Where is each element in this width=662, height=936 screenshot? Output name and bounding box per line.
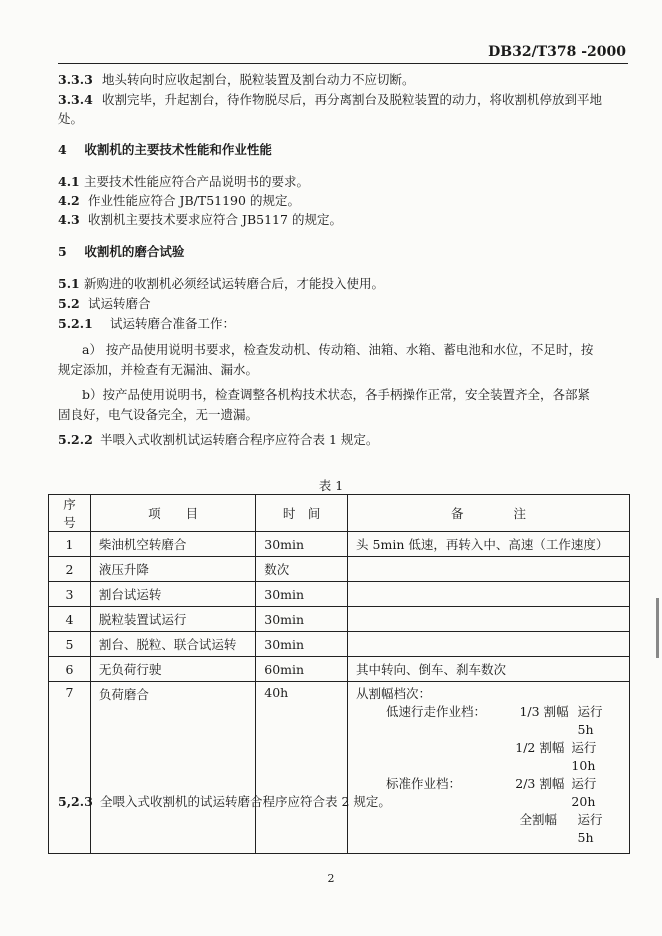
cell-item: 无负荷行驶	[90, 657, 255, 682]
schedule-row	[356, 811, 621, 847]
clause-number: 3.3.3	[58, 72, 93, 87]
item-b-line1: b）按产品使用说明书，检查调整各机构技术状态，各手柄操作正常，安全装置齐全，各部紧	[82, 387, 591, 402]
schedule-mode: 低速行走作业档：	[386, 704, 487, 719]
scan-edge-mark	[656, 598, 659, 658]
clause-5-2-3	[58, 792, 391, 811]
clause-text: 收割完毕，升起割台，待作物脱尽后，再分离割台及脱粒装置的动力，将收割机停放到平地	[101, 92, 602, 107]
item-a-line2: 规定添加，并检查有无漏油、漏水。	[58, 362, 259, 377]
cell-time: 30min	[256, 632, 348, 657]
clause-number: 5.1	[58, 276, 80, 291]
table-row	[49, 582, 630, 607]
clause-5-2-2	[58, 430, 378, 449]
clause-number: 4.2	[58, 193, 80, 208]
schedule-width: 1/3 割幅	[519, 704, 569, 719]
clause-3-3-4-cont: 处。	[58, 111, 84, 126]
clause-number: 5,2.3	[58, 794, 93, 809]
clause-number: 5.2.2	[58, 432, 93, 447]
table-1-caption: 表 1	[318, 478, 344, 493]
clause-text: 全喂入式收割机的试运转磨合程序应符合表 2 规定。	[99, 794, 391, 809]
clause-number: 4.1	[58, 174, 80, 189]
cell-item: 液压升降	[90, 557, 255, 582]
table-row	[49, 657, 630, 682]
table-row	[49, 532, 630, 557]
schedule-run: 运行 5h	[577, 812, 603, 845]
cell-no: 7	[49, 682, 91, 854]
schedule-width: 全割幅	[519, 812, 557, 827]
clause-text: 新购进的收割机必须经试运转磨合后，才能投入使用。	[83, 276, 384, 291]
schedule-run: 运行 20h	[571, 776, 597, 809]
clause-number: 4.3	[58, 212, 80, 227]
clause-4-2	[58, 191, 300, 210]
schedule-width: 2/3 割幅	[515, 776, 565, 791]
cell-time: 30min	[256, 532, 348, 557]
cell-item: 割台试运转	[90, 582, 255, 607]
clause-3-3-4	[58, 90, 602, 109]
cell-note	[348, 582, 630, 607]
cell-note	[348, 607, 630, 632]
cell-time: 数次	[256, 557, 348, 582]
clause-number: 5.2.1	[58, 316, 93, 331]
clause-text: 地头转向时应收起割台，脱粒装置及割台动力不应切断。	[101, 72, 415, 87]
table-row	[49, 632, 630, 657]
cell-item: 脱粒装置试运行	[90, 607, 255, 632]
schedule-mode	[356, 811, 519, 847]
schedule-mode	[356, 739, 515, 775]
clause-text: 作业性能应符合 JB/T51190 的规定。	[87, 193, 300, 208]
cell-note-schedule	[348, 682, 630, 854]
schedule-intro: 从割幅档次：	[356, 686, 432, 701]
cell-time: 30min	[256, 582, 348, 607]
cell-item: 割台、脱粒、联合试运转	[90, 632, 255, 657]
cell-no: 3	[49, 582, 91, 607]
clause-text: 半喂入式收割机试运转磨合程序应符合表 1 规定。	[99, 432, 379, 447]
section-number: 4	[58, 142, 67, 157]
clause-text: 试运转磨合	[87, 296, 151, 311]
clause-text: 收割机主要技术要求应符合 JB5117 的规定。	[87, 212, 342, 227]
standard-code-header: DB32/T378 -2000	[488, 44, 626, 60]
clause-5-2-1	[58, 314, 235, 333]
header-no: 序号	[49, 495, 91, 532]
clause-text: 主要技术性能应符合产品说明书的要求。	[83, 174, 309, 189]
schedule-row	[356, 703, 621, 739]
schedule-run: 运行 5h	[577, 704, 603, 737]
schedule-list	[356, 703, 621, 847]
header-item: 项 目	[90, 495, 255, 532]
clause-text: 试运转磨合准备工作：	[109, 316, 235, 331]
cell-no: 1	[49, 532, 91, 557]
header-time: 时 间	[256, 495, 348, 532]
page-number: 2	[327, 872, 335, 885]
clause-5-2	[58, 294, 151, 313]
table-row	[49, 682, 630, 854]
section-title: 收割机的主要技术性能和作业性能	[84, 142, 272, 157]
schedule-run: 运行 10h	[571, 740, 597, 773]
cell-item: 负荷磨合	[90, 682, 255, 854]
schedule-row	[356, 739, 621, 775]
section-5-heading	[58, 242, 184, 261]
section-title: 收割机的磨合试验	[84, 244, 185, 259]
cell-no: 2	[49, 557, 91, 582]
cell-note: 其中转向、倒车、刹车数次	[348, 657, 630, 682]
cell-time: 30min	[256, 607, 348, 632]
header-note: 备 注	[348, 495, 630, 532]
clause-number: 3.3.4	[58, 92, 93, 107]
clause-4-3	[58, 210, 342, 229]
table-row	[49, 607, 630, 632]
table-header-row	[49, 495, 630, 532]
table-row	[49, 557, 630, 582]
cell-time: 60min	[256, 657, 348, 682]
cell-no: 5	[49, 632, 91, 657]
cell-no: 4	[49, 607, 91, 632]
item-a-line1: a） 按产品使用说明书要求，检查发动机、传动箱、油箱、水箱、蓄电池和水位，不足时，按	[82, 342, 594, 357]
cell-note	[348, 632, 630, 657]
cell-no: 6	[49, 657, 91, 682]
header-rule	[58, 63, 628, 64]
schedule-row	[356, 775, 621, 811]
section-number: 5	[58, 244, 67, 259]
item-b-line2: 固良好，电气设备完全，无一遗漏。	[58, 407, 259, 422]
cell-item: 柴油机空转磨合	[90, 532, 255, 557]
schedule-mode: 标准作业档：	[386, 776, 462, 791]
clause-5-1	[58, 274, 384, 293]
clause-3-3-3	[58, 70, 415, 89]
cell-note: 头 5min 低速，再转入中、高速（工作速度）	[348, 532, 630, 557]
schedule-width: 1/2 割幅	[515, 740, 565, 755]
clause-number: 5.2	[58, 296, 80, 311]
clause-4-1	[58, 172, 309, 191]
section-4-heading	[58, 140, 272, 159]
cell-time: 40h	[256, 682, 348, 854]
cell-note	[348, 557, 630, 582]
